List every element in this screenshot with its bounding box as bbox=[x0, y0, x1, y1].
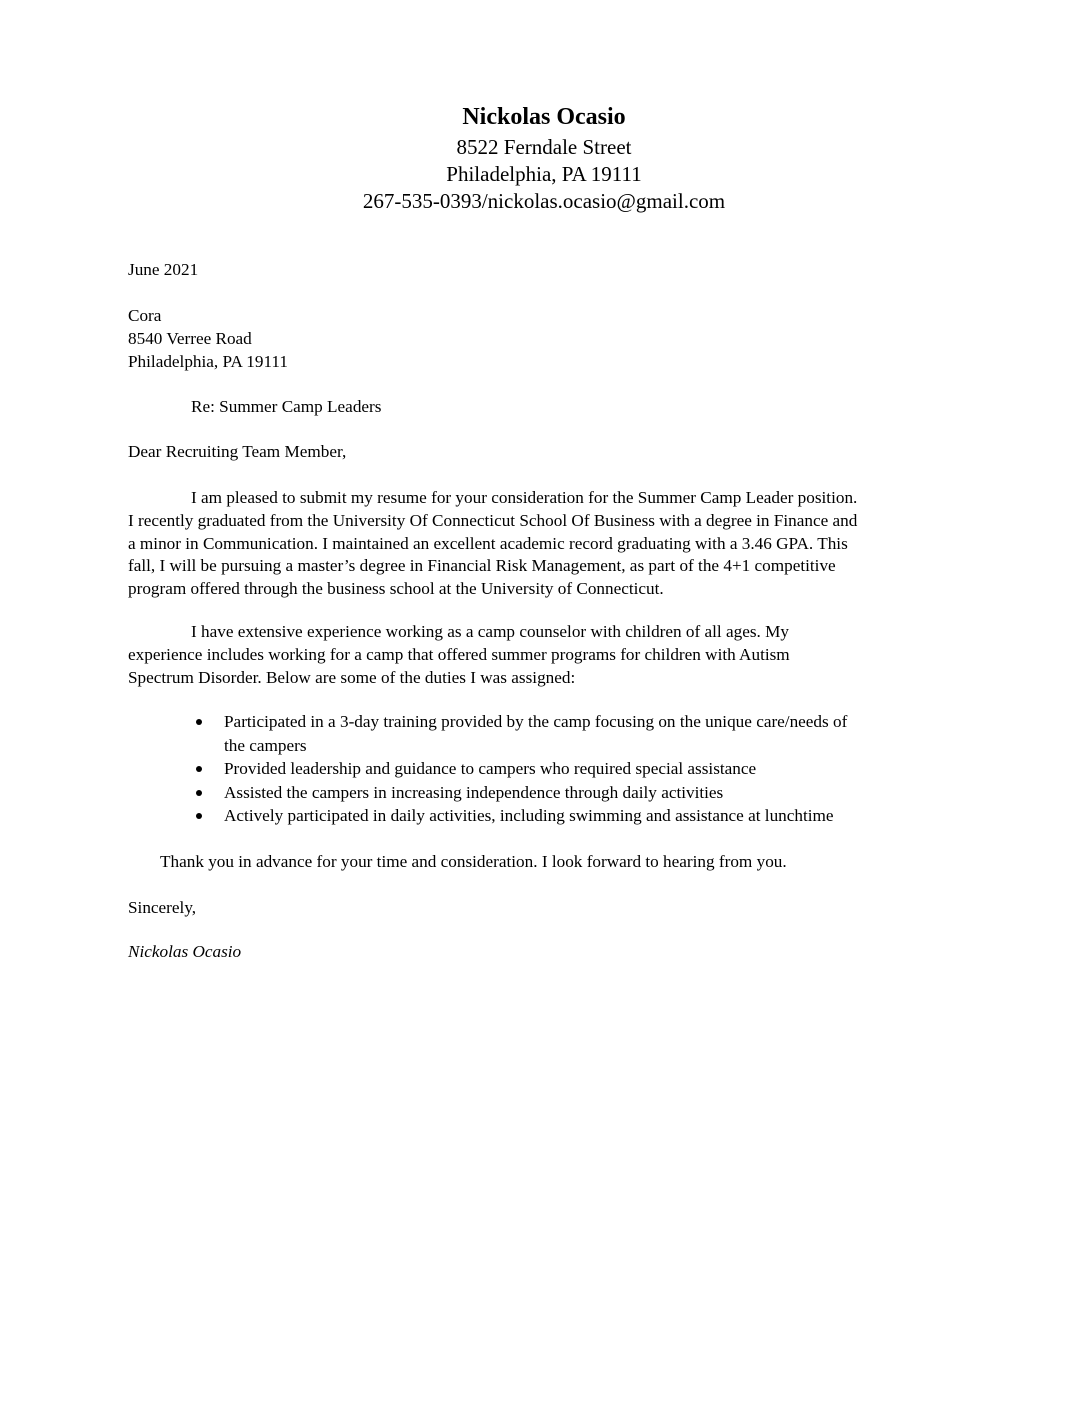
recipient-city: Philadelphia, PA 19111 bbox=[128, 351, 288, 371]
paragraph-line: fall, I will be pursuing a master’s degree in Financial Risk Management, as part of the 4+1 competitive bbox=[128, 556, 836, 576]
recipient-name: Cora bbox=[128, 306, 162, 325]
letter-date: June 2021 bbox=[128, 260, 199, 279]
duties-list bbox=[128, 710, 847, 828]
sender-street: 8522 Ferndale Street bbox=[456, 135, 632, 159]
sender-contact: 267-535-0393/nickolas.ocasio@gmail.com bbox=[362, 189, 726, 213]
duty-item bbox=[128, 710, 847, 757]
bullet-icon bbox=[196, 766, 202, 772]
recipient-street: 8540 Verree Road bbox=[128, 328, 252, 348]
paragraph-intro bbox=[128, 487, 857, 601]
paragraph-line: I have extensive experience working as a camp counselor with children of all ages. My bbox=[191, 622, 790, 641]
closing-paragraph: Thank you in advance for your time and consideration. I look forward to hearing from you. bbox=[160, 852, 787, 871]
duty-item bbox=[128, 757, 847, 781]
subject-line: Re: Summer Camp Leaders bbox=[191, 397, 382, 416]
duty-text: Participated in a 3-day training provided by the camp focusing on the unique care/needs of bbox=[224, 712, 848, 731]
paragraph-line: a minor in Communication. I maintained an excellent academic record graduating with a 3.46 GPA. This bbox=[128, 533, 848, 553]
closing: Sincerely, bbox=[128, 898, 197, 917]
sender-city: Philadelphia, PA 19111 bbox=[446, 162, 642, 186]
duty-text: Provided leadership and guidance to campers who required special assistance bbox=[224, 759, 757, 779]
bullet-icon bbox=[196, 719, 202, 725]
paragraph-experience bbox=[128, 621, 790, 689]
paragraph-line: program offered through the business school at the University of Connecticut. bbox=[128, 579, 664, 599]
paragraph-line: I am pleased to submit my resume for your consideration for the Summer Camp Leader position. bbox=[191, 488, 858, 507]
duty-text-continued: the campers bbox=[224, 735, 307, 755]
sender-name: Nickolas Ocasio bbox=[462, 104, 626, 130]
recipient-address bbox=[128, 305, 288, 373]
paragraph-line: I recently graduated from the University Of Connecticut School Of Business with a degree in Finance and bbox=[128, 510, 858, 530]
bullet-icon bbox=[196, 790, 202, 796]
letterhead bbox=[0, 100, 1088, 215]
duty-text: Assisted the campers in increasing independence through daily activities bbox=[224, 782, 724, 802]
paragraph-line: experience includes working for a camp that offered summer programs for children with Autism bbox=[128, 644, 790, 664]
bullet-icon bbox=[196, 813, 202, 819]
signature: Nickolas Ocasio bbox=[128, 942, 242, 961]
paragraph-line: Spectrum Disorder. Below are some of the duties I was assigned: bbox=[128, 667, 576, 687]
salutation: Dear Recruiting Team Member, bbox=[128, 442, 347, 461]
duty-text: Actively participated in daily activities, including swimming and assistance at lunchtime bbox=[224, 806, 834, 826]
duty-item bbox=[128, 781, 847, 805]
duty-item bbox=[128, 804, 847, 828]
